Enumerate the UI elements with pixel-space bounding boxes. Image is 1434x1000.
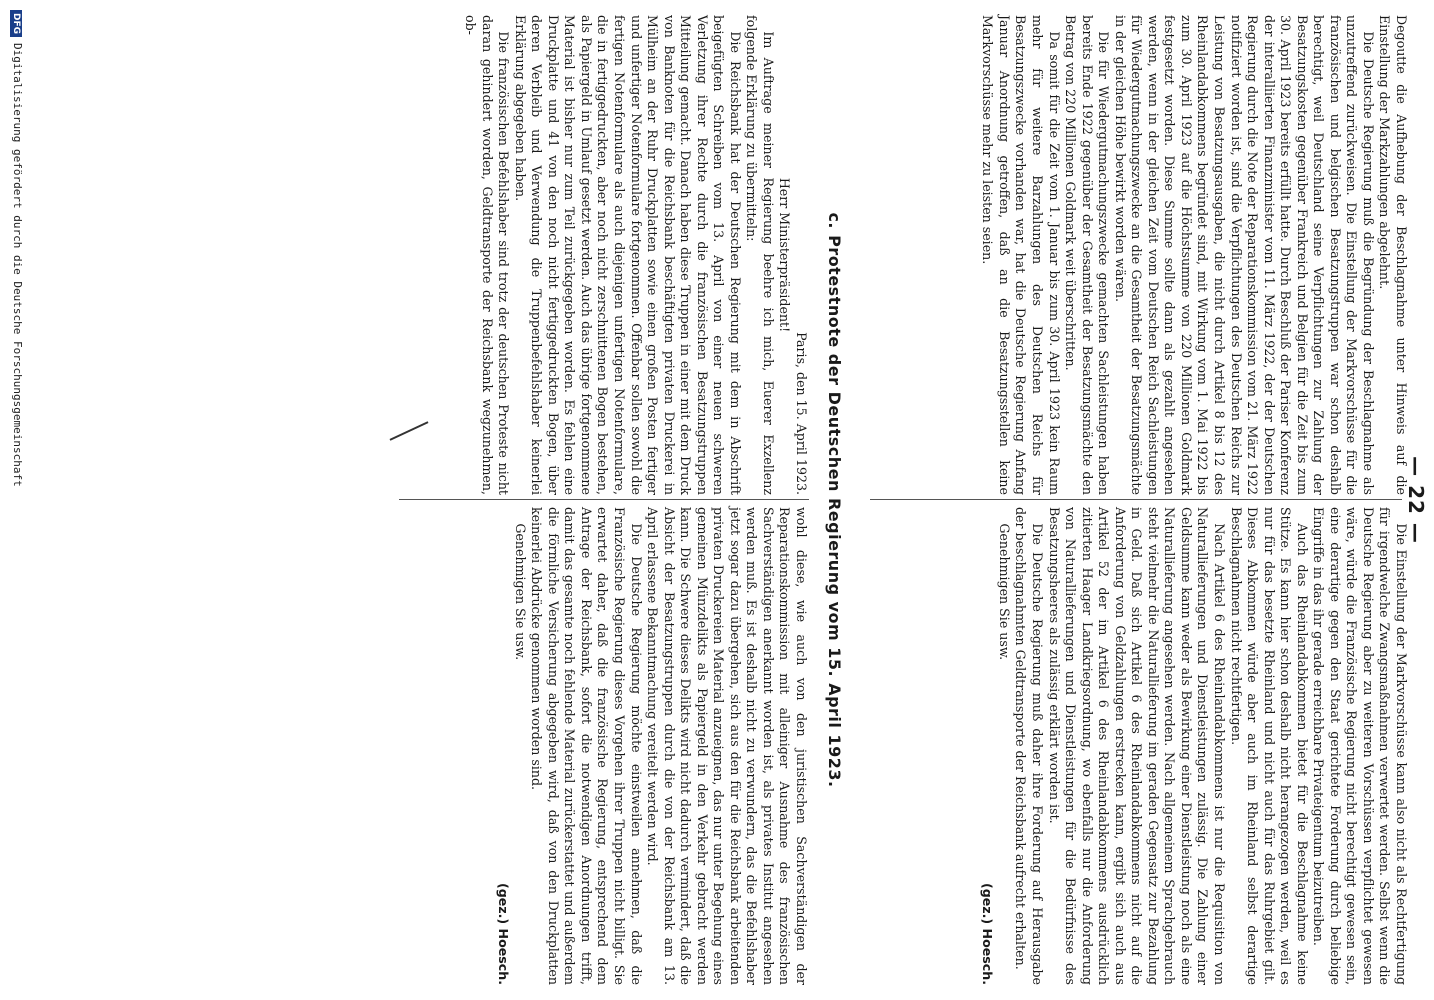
column-divider xyxy=(870,499,1402,500)
paragraph: Nach Artikel 6 des Rheinlandabkommens ist nur die Requisition von Naturallieferungen und Dienstleistungen zulässig. Die Zahlung einer Geldsumme kann weder als Bewirkung einer Dienstleistung noch als eine Naturallieferung angesehen werden. Nach allgemeinem Sprachgebrauch steht vielmehr die Naturallieferung im geraden Gegensatz zur Bezahlung in Geld. Daß sich Artikel 6 des Rheinlandabkommens nicht auf die Anforderung von Geldzahlungen erstrecken kann, ergibt sich auch aus Artikel 52 der im Artikel 6 des Rheinlandabkommens ausdrücklich zitierten Haager Landkriegsordnung, wo ebenfalls nur die Anforderung von Naturallieferungen und Dienstleistungen für die Bedürfnisse des Besatzungsheeres als zulässig erklärt worden ist. xyxy=(1046,507,1227,985)
bottom-right-column xyxy=(495,507,809,985)
page-number: — 22 — xyxy=(1404,456,1428,544)
top-left-column xyxy=(979,15,1409,495)
paragraph: Die französischen Befehlshaber sind trotz der deutschen Proteste nicht daran gehindert worden, Geldtransporte der Reichsbank wegzunehmen, ob- xyxy=(463,15,512,495)
paragraph: Die Reichsbank hat der Deutschen Regierung mit dem in Abschrift beigefügten Schreiben vom 13. April von einer neuen schweren Verletzung ihrer Rechte durch die französischen Besatzungstruppen Mitteilung gemacht. Danach haben diese Truppen in einer mit dem Druck von Banknoten für die Reichsbank beschäftigten privaten Druckerei in Mülheim an der Ruhr Druckplatten sowie einen großen Posten fertiger und unfertiger Notenformulare fortgenommen. Offenbar sollen sowohl die fertigen Notenformulare als auch diejenigen unfertigen Notenformulare, die in fertiggedruckten, aber noch nicht zerschnittenen Bogen bestehen, als Papiergeld in Umlauf gesetzt werden. Auch das übrige fortgenommene Material ist bisher nur zum Teil zurückgegeben worden. Es fehlen eine Druckplatte und 41 von den noch nicht fertiggedruckten Bogen, über deren Verbleib und Verwendung die Truppenbefehlshaber keinerlei Erklärung abgegeben haben. xyxy=(512,15,743,495)
credit-text: Digitalisierung gefördert durch die Deutsche Forschungsgemeinschaft xyxy=(11,43,24,487)
paragraph: Degoutte die Aufhebung der Beschlagnahme unter Hinweis auf die Einstellung der Markzahlungen abgelehnt. xyxy=(1377,15,1409,495)
dateline: Paris, den 15. April 1923. xyxy=(794,332,809,495)
margin-pen-mark xyxy=(390,421,429,441)
section-heading: c. Protestnote der Deutschen Regierung vom 15. April 1923. xyxy=(825,212,844,788)
bottom-left-column xyxy=(462,15,809,495)
salutation: Herr Ministerpräsident! xyxy=(777,177,793,333)
paragraph: Im Auftrage meiner Regierung beehre ich mich, Euerer Exzellenz folgende Erklärung zu übermitteln: xyxy=(744,15,776,495)
paragraph: Die für Wiedergutmachungszwecke gemachten Sachleistungen haben bereits Ende 1922 gegenüber der Gesamtheit der Besatzungsmächte den Betrag von 220 Millionen Goldmark weit überschritten. xyxy=(1063,15,1112,495)
paragraph: Auch das Rheinlandabkommen bietet für die Beschlagnahme keine Stütze. Es kann hier schon deshalb nicht herangezogen werden, weil es nur für das besetzte Rheinland und nicht auch für das Ruhrgebiet gilt. Dieses Abkommen würde aber auch im Rheinland selbst derartige Beschlagnahmen nicht rechtfertigen. xyxy=(1228,507,1310,985)
paragraph: Die Deutsche Regierung muß daher ihre Forderung auf Herausgabe der beschlagnahmten Geldtransporte der Reichsbank aufrecht erhalten. xyxy=(1013,507,1045,985)
dfg-logo-icon: DFG xyxy=(10,10,22,37)
closing-formula: Genehmigen Sie usw. xyxy=(996,523,1012,661)
top-right-column xyxy=(979,507,1409,985)
signature: (gez.) Hoesch. xyxy=(980,882,996,985)
signature: (gez.) Hoesch. xyxy=(496,882,512,985)
digitization-credit xyxy=(10,10,24,990)
paragraph: Die Deutsche Regierung möchte einstweilen annehmen, daß die Französische Regierung dieses Vorgehen ihrer Truppen nicht billigt. Sie erwartet daher, daß die französische Regierung, entsprechend dem Antrage der Reichsbank, sofort die notwendigen Anordnungen trifft, damit das gesamte noch fehlende Material zurückerstattet und außerdem die förmliche Versicherung abgegeben wird, daß von den Druckplatten keinerlei Abdrücke genommen worden sind. xyxy=(529,507,644,985)
paragraph: wohl diese, wie auch von den juristischen Sachverständigen der Reparationskommission mit alleiniger Ausnahme des französischen Sachverständigen anerkannt worden ist, als privates Institut angesehen werden muß. Es ist deshalb nicht zu verwundern, das die Befehlshaber jetzt sogar dazu übergehen, sich aus den für die Reichsbank arbeitenden privaten Druckereien Material anzueignen, das nur unter Begehung eines gemeinen Münzdelikts als Papiergeld in den Verkehr gebracht werden kann. Die Schwere dieses Delikts wird nicht dadurch vermindert, daß die Absicht der Besatzungstruppen durch die von der Reichsbank am 13. April erlassene Bekanntmachung vereitelt werden wird. xyxy=(645,507,809,985)
paragraph: Die Deutsche Regierung muß die Begründung der Beschlagnahme als unzutreffend zurückweisen. Die Einstellung der Markvorschüsse für die französischen und belgischen Besatzungstruppen war schon deshalb berechtigt, weil Deutschland seine Verpflichtungen zur Zahlung der Besatzungskosten gegenüber Frankreich und Belgien für die Zeit bis zum 30. April 1923 bereits erfüllt hatte. Durch Beschluß der Pariser Konferenz der interalliierten Finanzminister vom 11. März 1922, der der Deutschen Regierung durch die Note der Reparationskommission vom 21. März 1922 notifiziert worden ist, sind die Verpflichtungen des Deutschen Reichs zur Leistung von Besatzungsausgaben, die nicht durch Artikel 8 bis 12 des Rheinlandabkommens begründet sind, mit Wirkung vom 1. Mai 1922 bis zum 30. April 1923 auf die Höchstsumme von 220 Millionen Goldmark festgesetzt worden. Diese Summe sollte dann als gezahlt angesehen werden, wenn in der gleichen Zeit vom Deutschen Reich Sachleistungen für Wiedergutmachungszwecke an die Gesamtheit der Besatzungsmächte in der gleichen Höhe bewirkt worden wären. xyxy=(1112,15,1376,495)
paragraph: Da somit für die Zeit vom 1. Januar bis zum 30. April 1923 kein Raum mehr für weitere Barzahlungen des Deutschen Reichs für Besatzungszwecke vorhanden war, hat die Deutsche Regierung Anfang Januar Anordnung getroffen, daß an die Besatzungsstellen keine Markvorschüsse mehr zu leisten seien. xyxy=(980,15,1062,495)
paragraph: Die Einstellung der Markvorschüsse kann also nicht als Rechtfertigung für irgendwelche Zwangsmaßnahmen verwertet werden. Selbst wenn die Deutsche Regierung aber zu weiteren Vorschüssen verpflichtet gewesen wäre, würde die Französische Regierung nicht berechtigt gewesen sein, eine derartige gegen den Staat gerichtete Forderung durch beliebige Eingriffe in das ihr gerade erreichbare Privateigentum beizutreiben. xyxy=(1311,507,1409,985)
column-divider xyxy=(399,499,809,500)
closing-formula: Genehmigen Sie usw. xyxy=(512,523,528,661)
